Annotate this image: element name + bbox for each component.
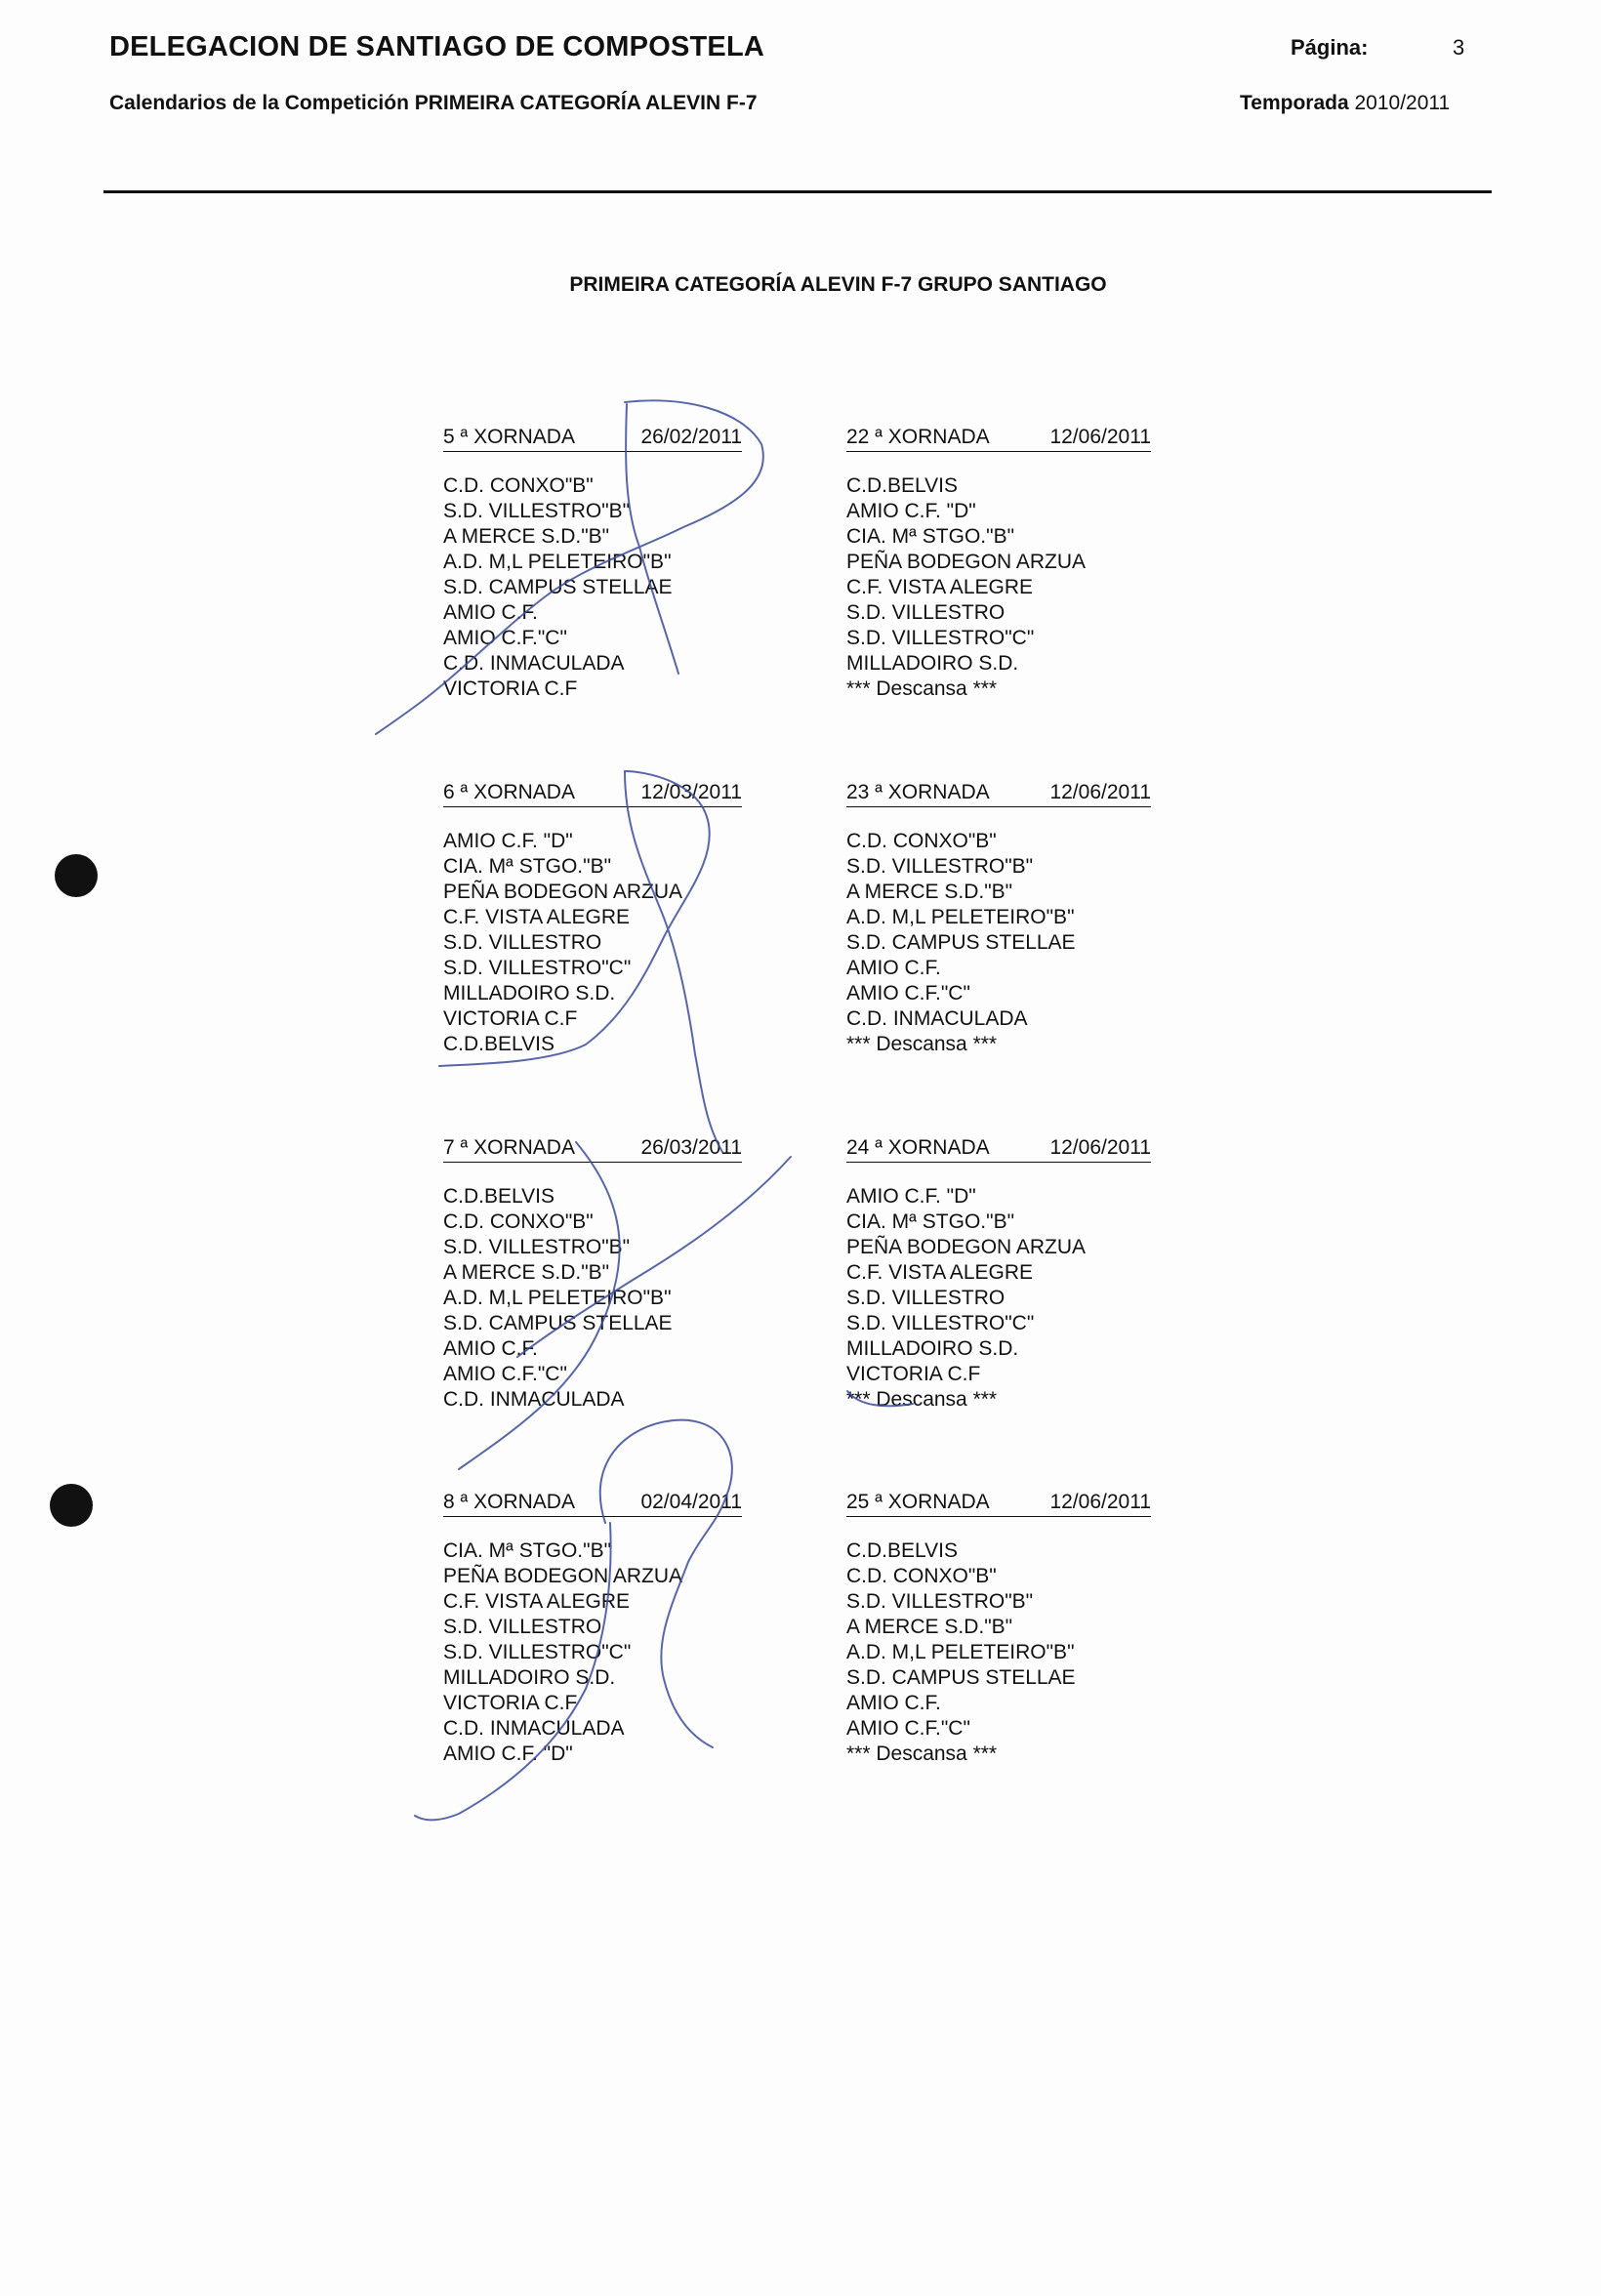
round-label: 7 ª XORNADA: [443, 1136, 575, 1159]
punch-hole: [50, 1484, 93, 1527]
season: [1240, 92, 1450, 115]
round-header: [846, 780, 1151, 807]
round-header: [443, 780, 742, 807]
team-item: C.F. VISTA ALEGRE: [846, 576, 1034, 598]
team-item: MILLADOIRO S.D.: [443, 982, 616, 1004]
page-number: 3: [1453, 35, 1465, 60]
round-header: [443, 425, 742, 452]
round-block: [846, 425, 1151, 702]
team-item: CIA. Mª STGO."B": [846, 525, 1015, 548]
team-item: *** Descansa ***: [846, 677, 998, 700]
team-item: VICTORIA C.F: [443, 677, 578, 700]
header-divider: [103, 190, 1492, 193]
round-header: [443, 1135, 742, 1163]
team-item: CIA. Mª STGO."B": [846, 1210, 1015, 1233]
team-item: C.D. INMACULADA: [846, 1007, 1028, 1030]
team-item: MILLADOIRO S.D.: [846, 1337, 1019, 1360]
team-item: A MERCE S.D."B": [846, 881, 1013, 903]
team-item: AMIO C.F. "D": [443, 830, 573, 852]
team-item: AMIO C.F."C": [443, 627, 567, 649]
season-value: 2010/2011: [1354, 92, 1451, 114]
team-item: S.D. CAMPUS STELLAE: [443, 1312, 673, 1334]
team-item: C.D.BELVIS: [443, 1033, 554, 1055]
team-item: PEÑA BODEGON ARZUA: [846, 551, 1087, 573]
round-date: 12/06/2011: [1049, 781, 1151, 803]
team-list: [443, 473, 742, 702]
team-item: C.D.BELVIS: [443, 1185, 554, 1208]
team-item: A MERCE S.D."B": [443, 1261, 610, 1284]
team-item: A.D. M,L PELETEIRO"B": [846, 1641, 1075, 1663]
team-item: S.D. VILLESTRO: [443, 1616, 602, 1638]
team-item: S.D. VILLESTRO"C": [846, 627, 1035, 649]
round-block: [846, 780, 1151, 1057]
round-date: 12/06/2011: [1049, 426, 1151, 448]
round-date: 26/02/2011: [640, 426, 742, 448]
team-item: A.D. M,L PELETEIRO"B": [443, 551, 672, 573]
team-item: S.D. VILLESTRO"C": [443, 1641, 632, 1663]
round-block: [443, 425, 742, 702]
round-block: [443, 1135, 742, 1413]
round-block: [846, 1490, 1151, 1767]
team-list: [443, 1184, 742, 1413]
team-item: A MERCE S.D."B": [443, 525, 610, 548]
group-title: PRIMEIRA CATEGORÍA ALEVIN F-7 GRUPO SANTIAGO: [569, 273, 1107, 296]
team-item: AMIO C.F.: [846, 957, 941, 979]
punch-hole: [55, 854, 98, 897]
team-item: S.D. VILLESTRO: [443, 931, 602, 954]
team-item: C.D.BELVIS: [846, 1539, 958, 1562]
round-label: 24 ª XORNADA: [846, 1136, 990, 1159]
season-label: Temporada: [1240, 92, 1349, 114]
team-item: CIA. Mª STGO."B": [443, 1539, 612, 1562]
team-item: *** Descansa ***: [846, 1742, 998, 1765]
round-label: 8 ª XORNADA: [443, 1491, 575, 1513]
round-label: 5 ª XORNADA: [443, 426, 575, 448]
team-item: S.D. VILLESTRO: [846, 1287, 1006, 1309]
team-item: C.D. CONXO"B": [443, 1210, 594, 1233]
team-item: AMIO C.F. "D": [443, 1742, 573, 1765]
team-item: C.F. VISTA ALEGRE: [443, 906, 631, 928]
team-item: S.D. VILLESTRO"C": [846, 1312, 1035, 1334]
competition-subtitle: Calendarios de la Competición PRIMEIRA CATEGORÍA ALEVIN F-7: [109, 92, 758, 114]
team-item: AMIO C.F. "D": [846, 1185, 976, 1208]
team-list: [846, 1538, 1151, 1767]
team-item: C.D. INMACULADA: [443, 652, 625, 675]
round-header: [443, 1490, 742, 1517]
team-item: MILLADOIRO S.D.: [846, 652, 1019, 675]
team-item: PEÑA BODEGON ARZUA: [846, 1236, 1087, 1258]
team-item: AMIO C.F."C": [443, 1363, 567, 1385]
team-item: AMIO C.F.: [846, 1692, 941, 1714]
team-item: A MERCE S.D."B": [846, 1616, 1013, 1638]
round-block: [443, 1490, 742, 1767]
round-label: 23 ª XORNADA: [846, 781, 990, 803]
team-item: *** Descansa ***: [846, 1033, 998, 1055]
team-list: [846, 829, 1151, 1057]
team-list: [846, 1184, 1151, 1413]
team-list: [443, 1538, 742, 1767]
team-item: C.D. CONXO"B": [443, 474, 594, 497]
team-item: MILLADOIRO S.D.: [443, 1666, 616, 1689]
round-block: [846, 1135, 1151, 1413]
team-item: PEÑA BODEGON ARZUA: [443, 1565, 683, 1587]
team-item: AMIO C.F. "D": [846, 500, 976, 522]
round-date: 12/03/2011: [640, 781, 742, 803]
round-block: [443, 780, 742, 1057]
round-label: 25 ª XORNADA: [846, 1491, 990, 1513]
team-item: C.F. VISTA ALEGRE: [443, 1590, 631, 1613]
team-list: [846, 473, 1151, 702]
team-item: C.F. VISTA ALEGRE: [846, 1261, 1034, 1284]
round-date: 02/04/2011: [640, 1491, 742, 1513]
round-label: 6 ª XORNADA: [443, 781, 575, 803]
team-item: CIA. Mª STGO."B": [443, 855, 612, 878]
team-item: A.D. M,L PELETEIRO"B": [846, 906, 1075, 928]
team-list: [443, 829, 742, 1057]
team-item: PEÑA BODEGON ARZUA: [443, 881, 683, 903]
team-item: AMIO C.F.: [443, 601, 538, 624]
team-item: S.D. VILLESTRO"B": [443, 1236, 631, 1258]
team-item: VICTORIA C.F: [443, 1692, 578, 1714]
team-item: S.D. CAMPUS STELLAE: [443, 576, 673, 598]
round-date: 12/06/2011: [1049, 1136, 1151, 1159]
team-item: VICTORIA C.F: [846, 1363, 981, 1385]
team-item: C.D. INMACULADA: [443, 1717, 625, 1740]
team-item: A.D. M,L PELETEIRO"B": [443, 1287, 672, 1309]
team-item: S.D. VILLESTRO: [846, 601, 1006, 624]
team-item: C.D. CONXO"B": [846, 830, 997, 852]
team-item: S.D. VILLESTRO"C": [443, 957, 632, 979]
team-item: S.D. CAMPUS STELLAE: [846, 931, 1076, 954]
team-item: AMIO C.F."C": [846, 1717, 970, 1740]
round-header: [846, 1135, 1151, 1163]
round-header: [846, 425, 1151, 452]
round-date: 12/06/2011: [1049, 1491, 1151, 1513]
team-item: C.D. INMACULADA: [443, 1388, 625, 1411]
page-number-label: Página:: [1291, 35, 1369, 60]
team-item: C.D. CONXO"B": [846, 1565, 997, 1587]
team-item: *** Descansa ***: [846, 1388, 998, 1411]
team-item: S.D. CAMPUS STELLAE: [846, 1666, 1076, 1689]
team-item: C.D.BELVIS: [846, 474, 958, 497]
team-item: VICTORIA C.F: [443, 1007, 578, 1030]
team-item: S.D. VILLESTRO"B": [846, 855, 1034, 878]
team-item: S.D. VILLESTRO"B": [846, 1590, 1034, 1613]
page-title: DELEGACION DE SANTIAGO DE COMPOSTELA: [109, 31, 765, 62]
round-label: 22 ª XORNADA: [846, 426, 990, 448]
team-item: AMIO C.F."C": [846, 982, 970, 1004]
team-item: S.D. VILLESTRO"B": [443, 500, 631, 522]
team-item: AMIO C.F.: [443, 1337, 538, 1360]
round-date: 26/03/2011: [640, 1136, 742, 1159]
round-header: [846, 1490, 1151, 1517]
